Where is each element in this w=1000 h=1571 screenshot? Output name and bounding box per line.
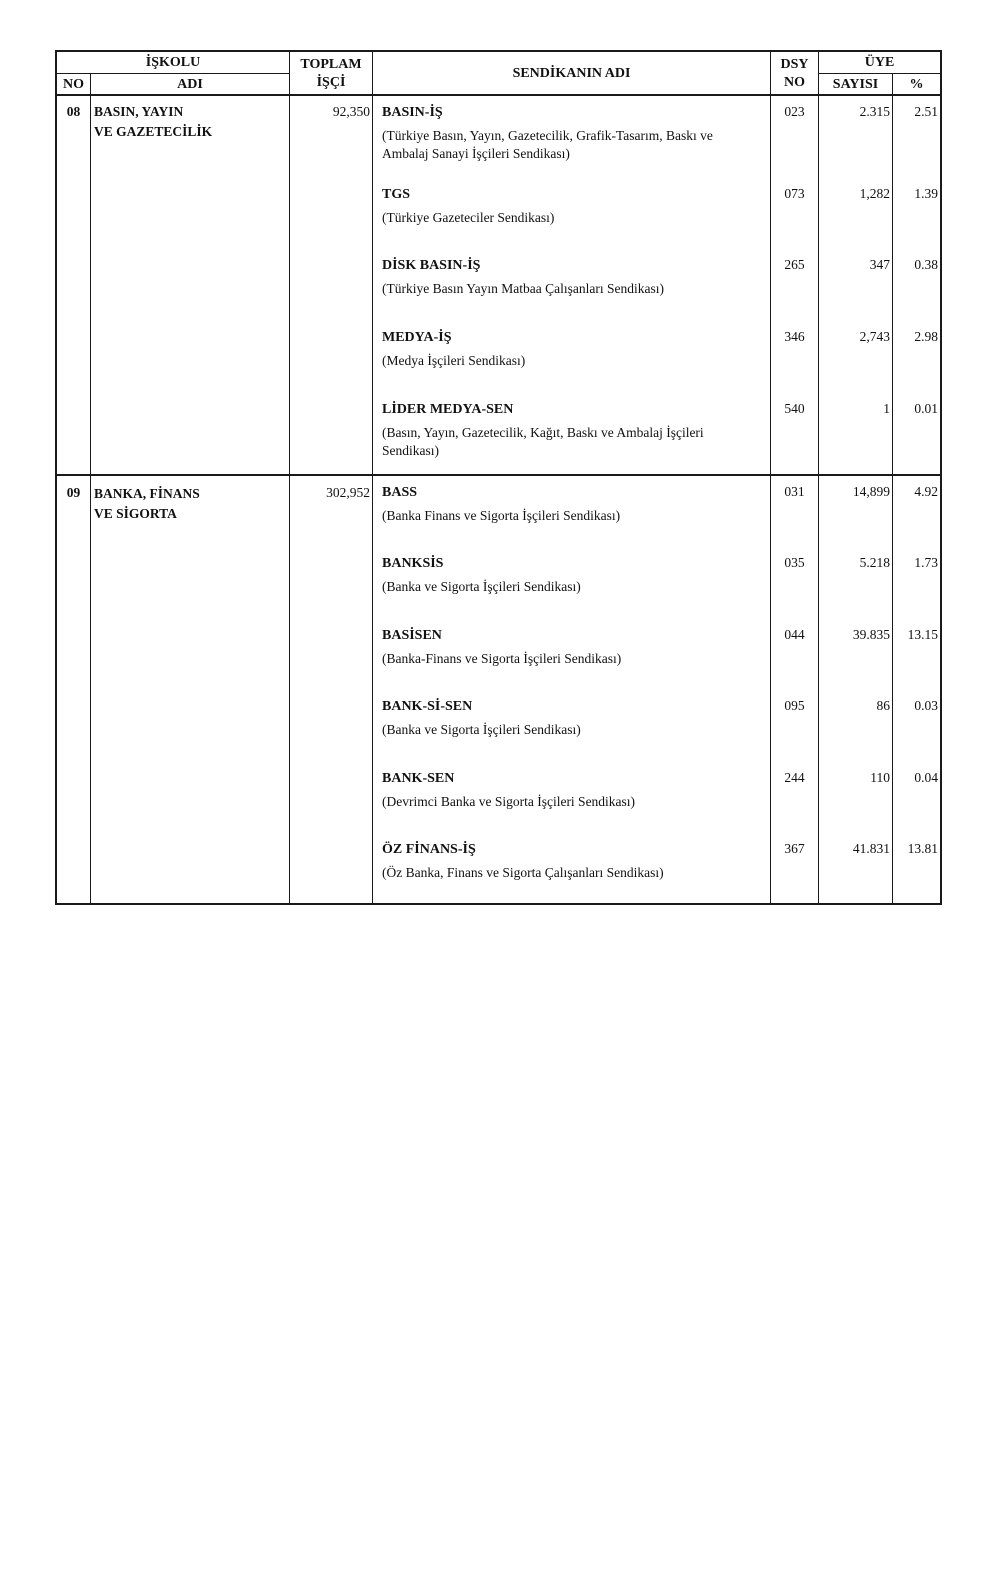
header-percent: % bbox=[909, 77, 924, 92]
union-full-name: (Banka Finans ve Sigorta İşçileri Sendikası) bbox=[382, 508, 621, 523]
member-percent: 4.92 bbox=[914, 484, 938, 499]
section-divider bbox=[57, 474, 940, 476]
union-name: BANK-Sİ-SEN bbox=[382, 699, 473, 714]
dsy-no: 031 bbox=[784, 484, 805, 499]
member-count: 14,899 bbox=[852, 484, 890, 499]
dsy-no: 044 bbox=[784, 627, 805, 642]
member-count: 1,282 bbox=[859, 186, 890, 201]
header-toplam-line2: İŞÇİ bbox=[316, 75, 346, 90]
union-name: MEDYA-İŞ bbox=[382, 330, 452, 345]
member-percent: 13.15 bbox=[907, 627, 938, 642]
union-full-name: (Türkiye Gazeteciler Sendikası) bbox=[382, 210, 555, 225]
union-name: LİDER MEDYA-SEN bbox=[382, 402, 514, 417]
union-full-name: (Devrimci Banka ve Sigorta İşçileri Sendikası) bbox=[382, 794, 636, 809]
section-no: 08 bbox=[66, 104, 81, 119]
header-iskolu: İŞKOLU bbox=[145, 55, 201, 70]
col-divider-adi bbox=[289, 52, 290, 905]
member-count: 2,743 bbox=[859, 329, 890, 344]
member-percent: 0.01 bbox=[914, 401, 938, 416]
union-full-name-line2: Ambalaj Sanayi İşçileri Sendikası) bbox=[382, 146, 570, 161]
union-name: TGS bbox=[382, 187, 411, 202]
union-name: BASIN-İŞ bbox=[382, 105, 443, 120]
dsy-no: 023 bbox=[784, 104, 805, 119]
dsy-no: 367 bbox=[784, 841, 805, 856]
union-full-name: (Banka ve Sigorta İşçileri Sendikası) bbox=[382, 722, 581, 737]
col-divider-no bbox=[90, 74, 91, 905]
member-count: 41.831 bbox=[852, 841, 890, 856]
member-count: 2.315 bbox=[859, 104, 890, 119]
header-toplam-line1: TOPLAM bbox=[300, 57, 362, 72]
member-percent: 0.38 bbox=[914, 257, 938, 272]
dsy-no: 265 bbox=[784, 257, 805, 272]
header-subline-uye bbox=[819, 73, 942, 74]
union-full-name: (Türkiye Basın Yayın Matbaa Çalışanları Sendikası) bbox=[382, 281, 664, 296]
union-full-name: (Basın, Yayın, Gazetecilik, Kağıt, Baskı ve Ambalaj İşçileri bbox=[382, 425, 704, 440]
member-count: 110 bbox=[870, 770, 890, 785]
header-adi: ADI bbox=[177, 77, 203, 92]
union-name: BASS bbox=[382, 485, 418, 500]
section-name-line2: VE SİGORTA bbox=[94, 506, 177, 521]
member-count: 347 bbox=[869, 257, 890, 272]
dsy-no: 540 bbox=[784, 401, 805, 416]
member-count: 86 bbox=[876, 698, 890, 713]
dsy-no: 244 bbox=[784, 770, 805, 785]
dsy-no: 346 bbox=[784, 329, 805, 344]
union-name: BASİSEN bbox=[382, 628, 442, 643]
union-full-name-line2: Sendikası) bbox=[382, 443, 439, 458]
member-percent: 13.81 bbox=[907, 841, 938, 856]
union-full-name: (Türkiye Basın, Yayın, Gazetecilik, Grafik-Tasarım, Baskı ve bbox=[382, 128, 713, 143]
member-count: 39.835 bbox=[852, 627, 890, 642]
dsy-no: 073 bbox=[784, 186, 805, 201]
union-membership-table bbox=[55, 50, 942, 905]
union-full-name: (Öz Banka, Finans ve Sigorta Çalışanları Sendikası) bbox=[382, 865, 664, 880]
union-full-name: (Banka ve Sigorta İşçileri Sendikası) bbox=[382, 579, 581, 594]
union-name: BANK-SEN bbox=[382, 771, 455, 786]
section-name-line1: BASIN, YAYIN bbox=[94, 104, 184, 119]
header-sendika: SENDİKANIN ADI bbox=[512, 66, 631, 81]
header-dsy-line1: DSY bbox=[780, 57, 809, 72]
header-uye: ÜYE bbox=[864, 55, 895, 70]
union-name: BANKSİS bbox=[382, 556, 444, 571]
section-name-line2: VE GAZETECİLİK bbox=[94, 124, 213, 139]
header-dsy-line2: NO bbox=[784, 75, 805, 90]
member-percent: 0.04 bbox=[914, 770, 938, 785]
col-divider-toplam bbox=[372, 52, 373, 905]
union-full-name: (Banka-Finans ve Sigorta İşçileri Sendikası) bbox=[382, 651, 622, 666]
section-name-line1: BANKA, FİNANS bbox=[94, 486, 200, 501]
member-percent: 2.98 bbox=[914, 329, 938, 344]
dsy-no: 095 bbox=[784, 698, 805, 713]
member-count: 1 bbox=[883, 401, 890, 416]
header-subline-iskolu bbox=[57, 73, 290, 74]
union-full-name: (Medya İşçileri Sendikası) bbox=[382, 353, 526, 368]
member-count: 5.218 bbox=[859, 555, 890, 570]
header-no: NO bbox=[63, 77, 84, 92]
member-percent: 0.03 bbox=[914, 698, 938, 713]
header-bottom-line bbox=[57, 94, 940, 96]
member-percent: 1.39 bbox=[914, 186, 938, 201]
section-no: 09 bbox=[66, 485, 81, 500]
member-percent: 2.51 bbox=[914, 104, 938, 119]
union-name: DİSK BASIN-İŞ bbox=[382, 258, 481, 273]
union-name: ÖZ FİNANS-İŞ bbox=[382, 842, 476, 857]
member-percent: 1.73 bbox=[914, 555, 938, 570]
header-sayisi: SAYISI bbox=[832, 77, 879, 92]
section-total-workers: 302,952 bbox=[326, 485, 370, 500]
section-total-workers: 92,350 bbox=[332, 104, 370, 119]
dsy-no: 035 bbox=[784, 555, 805, 570]
